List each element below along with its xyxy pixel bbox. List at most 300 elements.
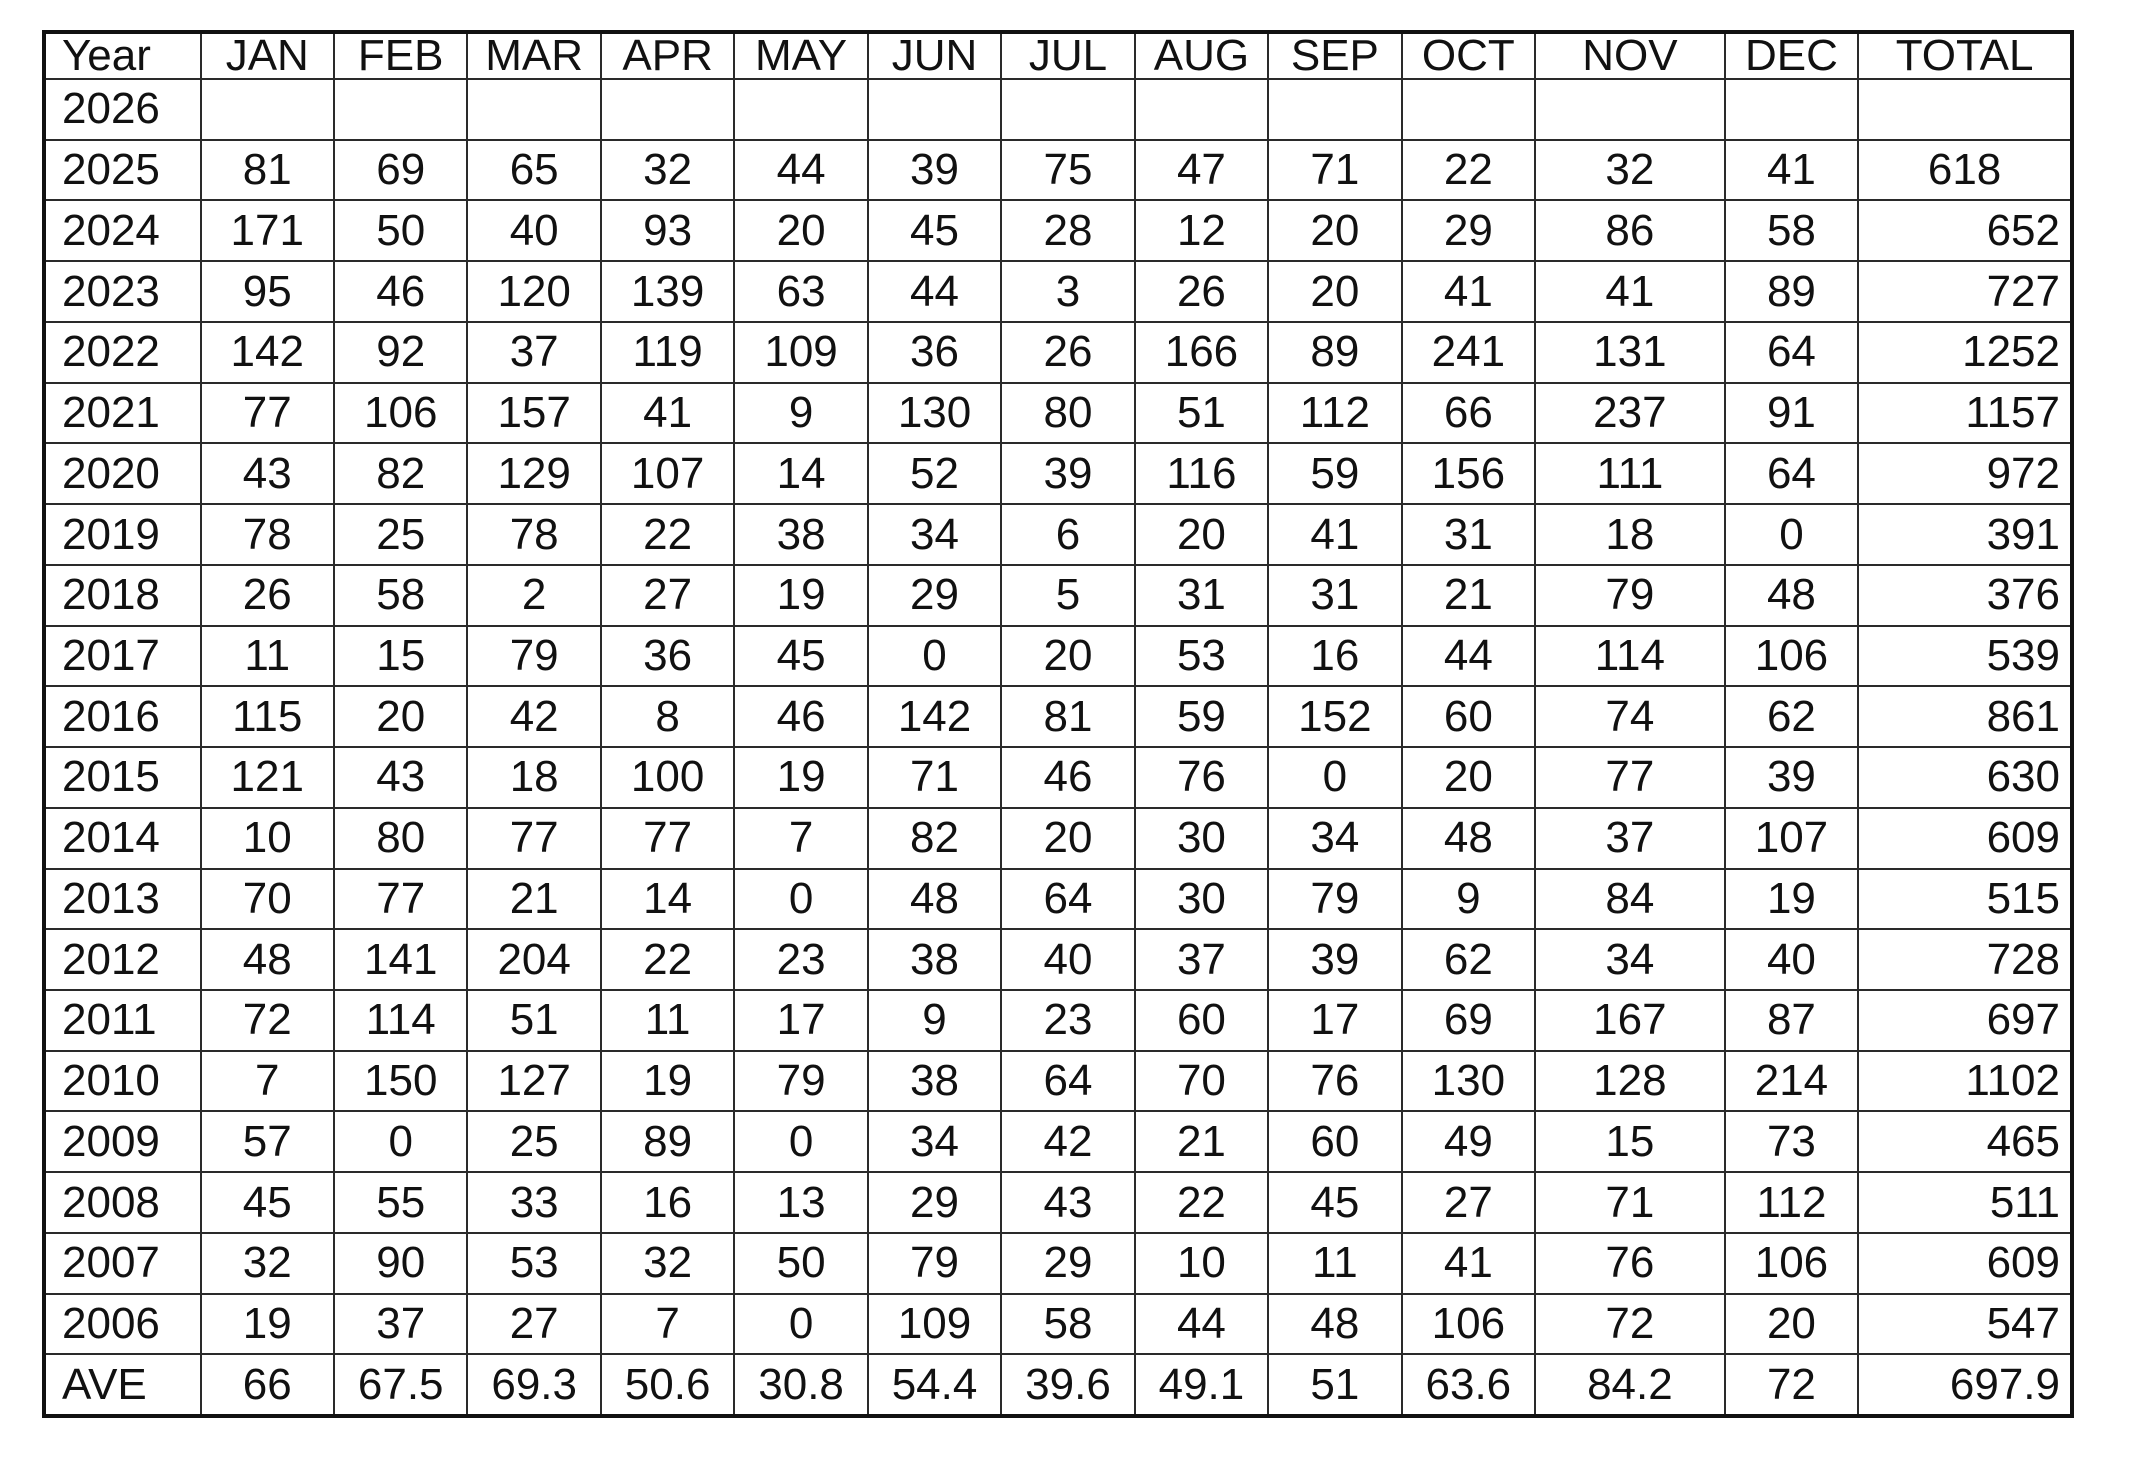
month-value-cell: 3 bbox=[1001, 261, 1134, 322]
month-value-cell: 60 bbox=[1135, 990, 1268, 1051]
table-row bbox=[46, 686, 2070, 747]
month-value-cell: 26 bbox=[201, 565, 334, 626]
column-header-jan: JAN bbox=[201, 34, 334, 79]
month-value-cell: 79 bbox=[467, 626, 600, 687]
month-value-cell: 48 bbox=[1725, 565, 1858, 626]
total-cell: 515 bbox=[1858, 869, 2070, 930]
month-value-cell: 29 bbox=[1402, 200, 1535, 261]
month-value-cell: 39 bbox=[1001, 443, 1134, 504]
month-value-cell: 0 bbox=[734, 1111, 867, 1172]
month-value-cell: 23 bbox=[1001, 990, 1134, 1051]
month-value-cell: 53 bbox=[467, 1233, 600, 1294]
month-value-cell: 40 bbox=[467, 200, 600, 261]
total-cell: 511 bbox=[1858, 1172, 2070, 1233]
month-value-cell: 106 bbox=[1725, 626, 1858, 687]
month-value-cell: 31 bbox=[1135, 565, 1268, 626]
month-value-cell: 86 bbox=[1535, 200, 1725, 261]
month-value-cell: 77 bbox=[1535, 747, 1725, 808]
month-value-cell: 109 bbox=[734, 322, 867, 383]
month-value-cell: 11 bbox=[601, 990, 734, 1051]
table-row bbox=[46, 747, 2070, 808]
total-cell: 539 bbox=[1858, 626, 2070, 687]
rainfall-table-frame bbox=[42, 30, 2074, 1418]
month-value-cell: 32 bbox=[1535, 140, 1725, 201]
month-value-cell: 106 bbox=[1402, 1294, 1535, 1355]
month-value-cell: 32 bbox=[601, 140, 734, 201]
total-cell: 652 bbox=[1858, 200, 2070, 261]
table-row bbox=[46, 200, 2070, 261]
month-value-cell: 237 bbox=[1535, 383, 1725, 444]
total-cell: 1102 bbox=[1858, 1051, 2070, 1112]
month-value-cell: 77 bbox=[334, 869, 467, 930]
month-value-cell: 76 bbox=[1268, 1051, 1401, 1112]
total-cell: 697 bbox=[1858, 990, 2070, 1051]
month-value-cell: 152 bbox=[1268, 686, 1401, 747]
month-value-cell: 71 bbox=[1268, 140, 1401, 201]
month-value-cell: 171 bbox=[201, 200, 334, 261]
table-row bbox=[46, 1172, 2070, 1233]
month-value-cell: 58 bbox=[1001, 1294, 1134, 1355]
month-value-cell: 39 bbox=[1725, 747, 1858, 808]
month-value-cell: 142 bbox=[201, 322, 334, 383]
table-row bbox=[46, 808, 2070, 869]
month-value-cell: 79 bbox=[1268, 869, 1401, 930]
table-row bbox=[46, 626, 2070, 687]
month-value-cell: 39.6 bbox=[1001, 1354, 1134, 1414]
total-cell: 972 bbox=[1858, 443, 2070, 504]
row-label-cell: 2008 bbox=[46, 1172, 201, 1233]
month-value-cell: 54.4 bbox=[868, 1354, 1001, 1414]
total-cell: 618 bbox=[1858, 140, 2070, 201]
month-value-cell bbox=[1402, 79, 1535, 140]
month-value-cell: 22 bbox=[601, 504, 734, 565]
table-row bbox=[46, 565, 2070, 626]
column-header-jun: JUN bbox=[868, 34, 1001, 79]
month-value-cell: 50.6 bbox=[601, 1354, 734, 1414]
month-value-cell: 36 bbox=[601, 626, 734, 687]
month-value-cell: 20 bbox=[1135, 504, 1268, 565]
month-value-cell: 64 bbox=[1001, 869, 1134, 930]
month-value-cell: 64 bbox=[1001, 1051, 1134, 1112]
month-value-cell: 31 bbox=[1268, 565, 1401, 626]
month-value-cell: 79 bbox=[734, 1051, 867, 1112]
total-cell: 697.9 bbox=[1858, 1354, 2070, 1414]
table-row bbox=[46, 1233, 2070, 1294]
row-label-cell: 2009 bbox=[46, 1111, 201, 1172]
month-value-cell: 7 bbox=[734, 808, 867, 869]
column-header-aug: AUG bbox=[1135, 34, 1268, 79]
month-value-cell: 23 bbox=[734, 929, 867, 990]
month-value-cell: 81 bbox=[1001, 686, 1134, 747]
month-value-cell: 19 bbox=[734, 565, 867, 626]
month-value-cell: 65 bbox=[467, 140, 600, 201]
month-value-cell: 9 bbox=[868, 990, 1001, 1051]
month-value-cell: 48 bbox=[1268, 1294, 1401, 1355]
month-value-cell: 34 bbox=[868, 504, 1001, 565]
month-value-cell: 19 bbox=[201, 1294, 334, 1355]
month-value-cell: 48 bbox=[201, 929, 334, 990]
month-value-cell: 74 bbox=[1535, 686, 1725, 747]
month-value-cell: 107 bbox=[601, 443, 734, 504]
month-value-cell: 77 bbox=[601, 808, 734, 869]
table-row bbox=[46, 1354, 2070, 1414]
month-value-cell: 25 bbox=[467, 1111, 600, 1172]
month-value-cell: 241 bbox=[1402, 322, 1535, 383]
row-label-cell: 2017 bbox=[46, 626, 201, 687]
total-cell: 630 bbox=[1858, 747, 2070, 808]
month-value-cell: 67.5 bbox=[334, 1354, 467, 1414]
month-value-cell: 116 bbox=[1135, 443, 1268, 504]
table-row bbox=[46, 1294, 2070, 1355]
month-value-cell: 48 bbox=[1402, 808, 1535, 869]
column-header-jul: JUL bbox=[1001, 34, 1134, 79]
total-cell bbox=[1858, 79, 2070, 140]
month-value-cell bbox=[201, 79, 334, 140]
month-value-cell bbox=[1268, 79, 1401, 140]
table-row bbox=[46, 261, 2070, 322]
month-value-cell bbox=[734, 79, 867, 140]
total-cell: 547 bbox=[1858, 1294, 2070, 1355]
row-label-cell: 2020 bbox=[46, 443, 201, 504]
month-value-cell: 12 bbox=[1135, 200, 1268, 261]
month-value-cell: 128 bbox=[1535, 1051, 1725, 1112]
month-value-cell: 17 bbox=[1268, 990, 1401, 1051]
month-value-cell: 40 bbox=[1725, 929, 1858, 990]
month-value-cell bbox=[1135, 79, 1268, 140]
month-value-cell: 89 bbox=[1725, 261, 1858, 322]
month-value-cell: 37 bbox=[1135, 929, 1268, 990]
total-cell: 391 bbox=[1858, 504, 2070, 565]
row-label-cell: 2026 bbox=[46, 79, 201, 140]
month-value-cell: 29 bbox=[1001, 1233, 1134, 1294]
month-value-cell: 41 bbox=[1535, 261, 1725, 322]
month-value-cell: 20 bbox=[734, 200, 867, 261]
month-value-cell: 93 bbox=[601, 200, 734, 261]
month-value-cell: 43 bbox=[201, 443, 334, 504]
row-label-cell: 2019 bbox=[46, 504, 201, 565]
month-value-cell: 52 bbox=[868, 443, 1001, 504]
month-value-cell: 20 bbox=[334, 686, 467, 747]
month-value-cell: 130 bbox=[868, 383, 1001, 444]
month-value-cell: 11 bbox=[1268, 1233, 1401, 1294]
row-label-cell: 2015 bbox=[46, 747, 201, 808]
month-value-cell: 121 bbox=[201, 747, 334, 808]
total-cell: 376 bbox=[1858, 565, 2070, 626]
month-value-cell: 21 bbox=[1135, 1111, 1268, 1172]
column-header-oct: OCT bbox=[1402, 34, 1535, 79]
table-row bbox=[46, 383, 2070, 444]
row-label-cell: 2010 bbox=[46, 1051, 201, 1112]
header-row bbox=[46, 34, 2070, 79]
month-value-cell: 114 bbox=[334, 990, 467, 1051]
month-value-cell: 119 bbox=[601, 322, 734, 383]
month-value-cell: 29 bbox=[868, 565, 1001, 626]
month-value-cell: 64 bbox=[1725, 443, 1858, 504]
month-value-cell: 45 bbox=[1268, 1172, 1401, 1233]
month-value-cell: 73 bbox=[1725, 1111, 1858, 1172]
month-value-cell: 51 bbox=[467, 990, 600, 1051]
month-value-cell: 53 bbox=[1135, 626, 1268, 687]
month-value-cell: 15 bbox=[334, 626, 467, 687]
month-value-cell: 45 bbox=[201, 1172, 334, 1233]
month-value-cell: 22 bbox=[601, 929, 734, 990]
month-value-cell: 112 bbox=[1268, 383, 1401, 444]
month-value-cell: 38 bbox=[868, 1051, 1001, 1112]
row-label-cell: 2018 bbox=[46, 565, 201, 626]
month-value-cell: 47 bbox=[1135, 140, 1268, 201]
month-value-cell bbox=[868, 79, 1001, 140]
month-value-cell: 30 bbox=[1135, 869, 1268, 930]
row-label-cell: 2021 bbox=[46, 383, 201, 444]
month-value-cell: 77 bbox=[467, 808, 600, 869]
month-value-cell: 80 bbox=[334, 808, 467, 869]
month-value-cell: 20 bbox=[1268, 200, 1401, 261]
month-value-cell: 0 bbox=[734, 869, 867, 930]
month-value-cell: 21 bbox=[1402, 565, 1535, 626]
month-value-cell: 69 bbox=[1402, 990, 1535, 1051]
row-label-cell: 2022 bbox=[46, 322, 201, 383]
table-row bbox=[46, 322, 2070, 383]
month-value-cell: 141 bbox=[334, 929, 467, 990]
month-value-cell: 91 bbox=[1725, 383, 1858, 444]
month-value-cell: 34 bbox=[868, 1111, 1001, 1172]
rainfall-table bbox=[46, 34, 2070, 1414]
month-value-cell: 59 bbox=[1135, 686, 1268, 747]
month-value-cell: 69.3 bbox=[467, 1354, 600, 1414]
month-value-cell: 70 bbox=[201, 869, 334, 930]
month-value-cell: 29 bbox=[868, 1172, 1001, 1233]
month-value-cell: 38 bbox=[734, 504, 867, 565]
month-value-cell: 50 bbox=[734, 1233, 867, 1294]
month-value-cell: 7 bbox=[201, 1051, 334, 1112]
total-cell: 1157 bbox=[1858, 383, 2070, 444]
month-value-cell: 19 bbox=[734, 747, 867, 808]
month-value-cell: 42 bbox=[1001, 1111, 1134, 1172]
month-value-cell: 26 bbox=[1001, 322, 1134, 383]
column-header-year: Year bbox=[46, 34, 201, 79]
month-value-cell: 44 bbox=[1402, 626, 1535, 687]
total-cell: 728 bbox=[1858, 929, 2070, 990]
month-value-cell: 13 bbox=[734, 1172, 867, 1233]
table-row bbox=[46, 443, 2070, 504]
column-header-mar: MAR bbox=[467, 34, 600, 79]
month-value-cell bbox=[334, 79, 467, 140]
month-value-cell: 0 bbox=[1725, 504, 1858, 565]
month-value-cell: 32 bbox=[601, 1233, 734, 1294]
month-value-cell: 51 bbox=[1135, 383, 1268, 444]
row-label-cell: AVE bbox=[46, 1354, 201, 1414]
month-value-cell: 21 bbox=[467, 869, 600, 930]
row-label-cell: 2012 bbox=[46, 929, 201, 990]
month-value-cell: 63.6 bbox=[1402, 1354, 1535, 1414]
table-row bbox=[46, 79, 2070, 140]
month-value-cell: 66 bbox=[1402, 383, 1535, 444]
total-cell: 727 bbox=[1858, 261, 2070, 322]
month-value-cell: 31 bbox=[1402, 504, 1535, 565]
month-value-cell: 69 bbox=[334, 140, 467, 201]
month-value-cell: 80 bbox=[1001, 383, 1134, 444]
month-value-cell: 33 bbox=[467, 1172, 600, 1233]
month-value-cell: 89 bbox=[1268, 322, 1401, 383]
month-value-cell: 49 bbox=[1402, 1111, 1535, 1172]
month-value-cell: 70 bbox=[1135, 1051, 1268, 1112]
month-value-cell: 46 bbox=[1001, 747, 1134, 808]
month-value-cell: 131 bbox=[1535, 322, 1725, 383]
month-value-cell: 43 bbox=[334, 747, 467, 808]
column-header-nov: NOV bbox=[1535, 34, 1725, 79]
month-value-cell: 82 bbox=[868, 808, 1001, 869]
row-label-cell: 2011 bbox=[46, 990, 201, 1051]
month-value-cell: 43 bbox=[1001, 1172, 1134, 1233]
total-cell: 609 bbox=[1858, 808, 2070, 869]
month-value-cell: 45 bbox=[868, 200, 1001, 261]
month-value-cell: 51 bbox=[1268, 1354, 1401, 1414]
month-value-cell: 5 bbox=[1001, 565, 1134, 626]
month-value-cell: 46 bbox=[734, 686, 867, 747]
month-value-cell: 11 bbox=[201, 626, 334, 687]
month-value-cell: 63 bbox=[734, 261, 867, 322]
month-value-cell: 38 bbox=[868, 929, 1001, 990]
month-value-cell: 95 bbox=[201, 261, 334, 322]
month-value-cell: 111 bbox=[1535, 443, 1725, 504]
month-value-cell: 41 bbox=[1402, 1233, 1535, 1294]
total-cell: 465 bbox=[1858, 1111, 2070, 1172]
month-value-cell: 76 bbox=[1535, 1233, 1725, 1294]
table-row bbox=[46, 869, 2070, 930]
month-value-cell: 72 bbox=[1725, 1354, 1858, 1414]
month-value-cell: 72 bbox=[1535, 1294, 1725, 1355]
month-value-cell: 167 bbox=[1535, 990, 1725, 1051]
month-value-cell: 142 bbox=[868, 686, 1001, 747]
month-value-cell: 127 bbox=[467, 1051, 600, 1112]
month-value-cell: 7 bbox=[601, 1294, 734, 1355]
month-value-cell: 20 bbox=[1268, 261, 1401, 322]
month-value-cell: 78 bbox=[201, 504, 334, 565]
column-header-apr: APR bbox=[601, 34, 734, 79]
month-value-cell: 15 bbox=[1535, 1111, 1725, 1172]
row-label-cell: 2013 bbox=[46, 869, 201, 930]
month-value-cell: 34 bbox=[1535, 929, 1725, 990]
month-value-cell: 58 bbox=[334, 565, 467, 626]
month-value-cell: 20 bbox=[1001, 808, 1134, 869]
month-value-cell: 48 bbox=[868, 869, 1001, 930]
month-value-cell: 30 bbox=[1135, 808, 1268, 869]
month-value-cell: 22 bbox=[1135, 1172, 1268, 1233]
month-value-cell: 166 bbox=[1135, 322, 1268, 383]
month-value-cell: 139 bbox=[601, 261, 734, 322]
month-value-cell: 2 bbox=[467, 565, 600, 626]
month-value-cell: 204 bbox=[467, 929, 600, 990]
month-value-cell: 9 bbox=[1402, 869, 1535, 930]
month-value-cell: 115 bbox=[201, 686, 334, 747]
month-value-cell: 79 bbox=[868, 1233, 1001, 1294]
month-value-cell: 27 bbox=[601, 565, 734, 626]
month-value-cell: 16 bbox=[1268, 626, 1401, 687]
month-value-cell: 44 bbox=[868, 261, 1001, 322]
month-value-cell: 57 bbox=[201, 1111, 334, 1172]
month-value-cell: 44 bbox=[1135, 1294, 1268, 1355]
month-value-cell: 77 bbox=[201, 383, 334, 444]
month-value-cell: 0 bbox=[334, 1111, 467, 1172]
month-value-cell: 60 bbox=[1268, 1111, 1401, 1172]
month-value-cell: 130 bbox=[1402, 1051, 1535, 1112]
month-value-cell: 39 bbox=[868, 140, 1001, 201]
month-value-cell: 76 bbox=[1135, 747, 1268, 808]
month-value-cell: 37 bbox=[467, 322, 600, 383]
month-value-cell: 37 bbox=[334, 1294, 467, 1355]
month-value-cell: 18 bbox=[467, 747, 600, 808]
month-value-cell: 66 bbox=[201, 1354, 334, 1414]
month-value-cell: 41 bbox=[1725, 140, 1858, 201]
month-value-cell: 41 bbox=[1268, 504, 1401, 565]
total-cell: 1252 bbox=[1858, 322, 2070, 383]
month-value-cell: 59 bbox=[1268, 443, 1401, 504]
month-value-cell: 79 bbox=[1535, 565, 1725, 626]
month-value-cell: 10 bbox=[1135, 1233, 1268, 1294]
table-row bbox=[46, 1051, 2070, 1112]
month-value-cell bbox=[1725, 79, 1858, 140]
month-value-cell: 84 bbox=[1535, 869, 1725, 930]
column-header-total: TOTAL bbox=[1858, 34, 2070, 79]
month-value-cell: 120 bbox=[467, 261, 600, 322]
total-cell: 861 bbox=[1858, 686, 2070, 747]
month-value-cell: 129 bbox=[467, 443, 600, 504]
table-row bbox=[46, 1111, 2070, 1172]
month-value-cell: 49.1 bbox=[1135, 1354, 1268, 1414]
row-label-cell: 2006 bbox=[46, 1294, 201, 1355]
month-value-cell: 114 bbox=[1535, 626, 1725, 687]
month-value-cell: 30.8 bbox=[734, 1354, 867, 1414]
month-value-cell: 0 bbox=[868, 626, 1001, 687]
table-row bbox=[46, 504, 2070, 565]
month-value-cell: 106 bbox=[1725, 1233, 1858, 1294]
column-header-feb: FEB bbox=[334, 34, 467, 79]
month-value-cell: 20 bbox=[1001, 626, 1134, 687]
month-value-cell: 0 bbox=[1268, 747, 1401, 808]
row-label-cell: 2014 bbox=[46, 808, 201, 869]
month-value-cell: 156 bbox=[1402, 443, 1535, 504]
month-value-cell: 32 bbox=[201, 1233, 334, 1294]
month-value-cell: 55 bbox=[334, 1172, 467, 1233]
month-value-cell: 112 bbox=[1725, 1172, 1858, 1233]
month-value-cell: 58 bbox=[1725, 200, 1858, 261]
month-value-cell: 64 bbox=[1725, 322, 1858, 383]
month-value-cell: 72 bbox=[201, 990, 334, 1051]
month-value-cell: 106 bbox=[334, 383, 467, 444]
month-value-cell: 78 bbox=[467, 504, 600, 565]
month-value-cell: 41 bbox=[1402, 261, 1535, 322]
month-value-cell: 45 bbox=[734, 626, 867, 687]
row-label-cell: 2016 bbox=[46, 686, 201, 747]
month-value-cell: 6 bbox=[1001, 504, 1134, 565]
month-value-cell: 28 bbox=[1001, 200, 1134, 261]
month-value-cell: 36 bbox=[868, 322, 1001, 383]
month-value-cell: 22 bbox=[1402, 140, 1535, 201]
month-value-cell: 40 bbox=[1001, 929, 1134, 990]
table-row bbox=[46, 990, 2070, 1051]
month-value-cell: 75 bbox=[1001, 140, 1134, 201]
month-value-cell: 214 bbox=[1725, 1051, 1858, 1112]
month-value-cell: 18 bbox=[1535, 504, 1725, 565]
month-value-cell bbox=[601, 79, 734, 140]
month-value-cell: 90 bbox=[334, 1233, 467, 1294]
month-value-cell: 20 bbox=[1402, 747, 1535, 808]
month-value-cell: 109 bbox=[868, 1294, 1001, 1355]
month-value-cell: 62 bbox=[1725, 686, 1858, 747]
total-cell: 609 bbox=[1858, 1233, 2070, 1294]
month-value-cell bbox=[1535, 79, 1725, 140]
month-value-cell: 50 bbox=[334, 200, 467, 261]
